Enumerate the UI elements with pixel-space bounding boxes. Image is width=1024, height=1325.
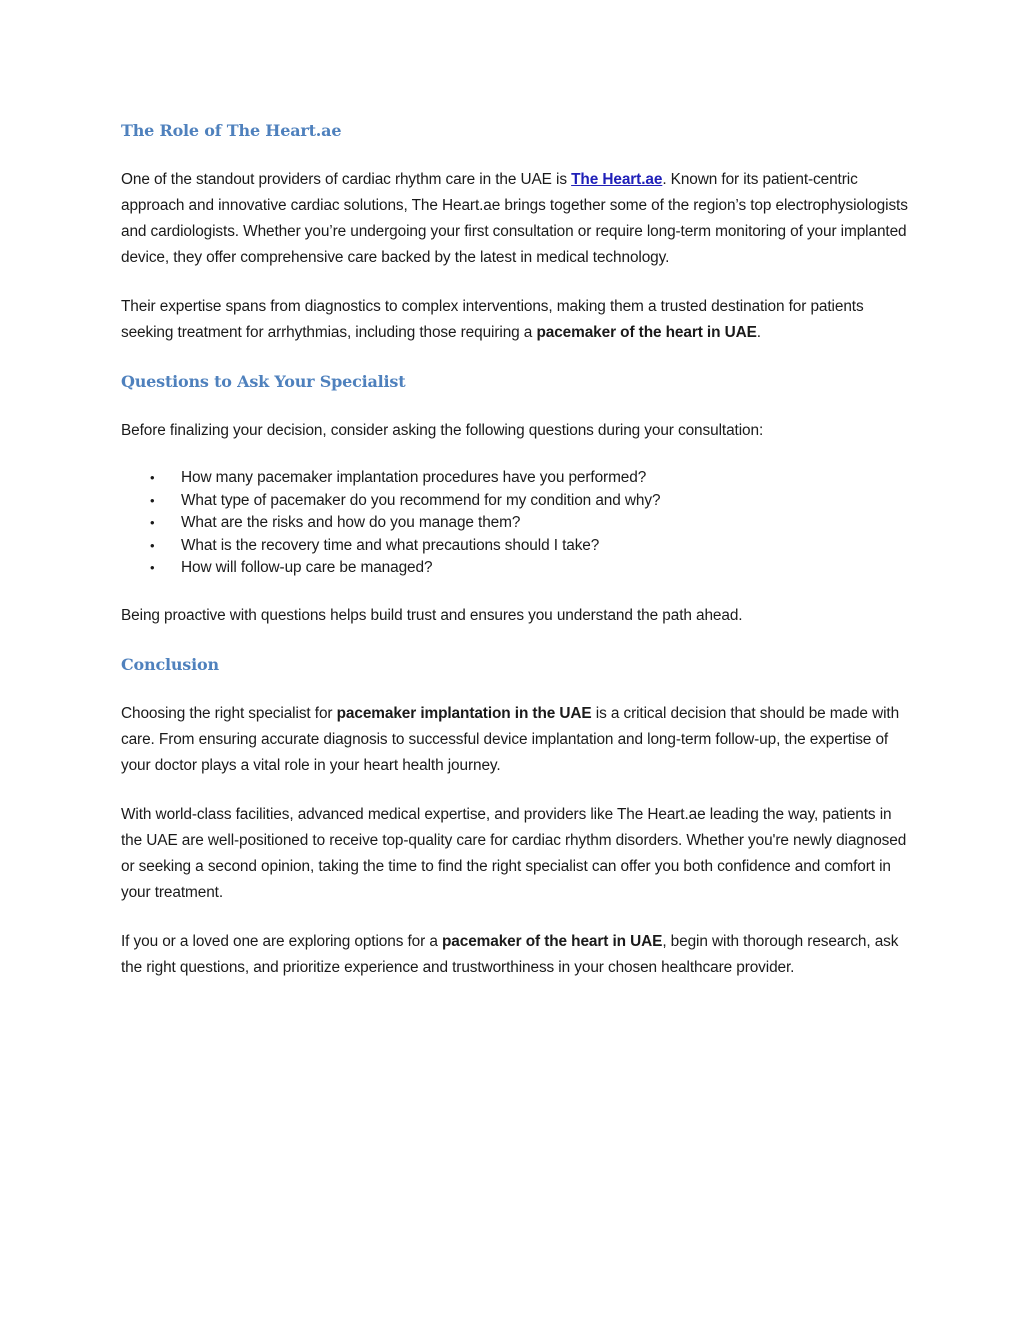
bold-keyword: pacemaker of the heart in UAE	[441, 932, 663, 950]
text-run: , begin with thorough research, ask the right questions, and prioritize experience and trustworthiness in your chosen healthcare provider.	[121, 932, 899, 976]
bold-keyword: pacemaker implantation in the UAE	[336, 704, 592, 722]
text-run: One of the standout providers of cardiac rhythm care in the UAE is	[121, 171, 572, 188]
bullet-icon: •	[150, 560, 155, 575]
list-item-text: How will follow-up care be managed?	[181, 559, 433, 576]
list-item	[121, 467, 911, 490]
list-item	[121, 490, 911, 513]
list-item	[121, 557, 911, 580]
conclusion-paragraph-2: With world-class facilities, advanced medical expertise, and providers like The Heart.ae leading the way, patients in the UAE are well-positioned to receive top-quality care for cardiac rhythm disorders. Whether you're newly diagnosed or seeking a second opinion, taking the time to find the right specialist can offer you both confidence and comfort in your treatment.	[121, 805, 907, 901]
list-item-text: What are the risks and how do you manage them?	[181, 514, 521, 531]
section-heading-questions: Questions to Ask Your Specialist	[121, 372, 406, 391]
list-item	[121, 535, 911, 558]
list-item-text: What is the recovery time and what precautions should I take?	[181, 536, 600, 554]
bullet-icon: •	[150, 492, 155, 508]
questions-outro: Being proactive with questions helps build trust and ensures you understand the path ahead.	[121, 606, 743, 624]
text-run: . Known for its patient-centric approach and innovative cardiac solutions, The Heart.ae brings together some of the region’s top electrophysiologists and cardiologists. Whether you’re undergoing your first consultation or require long-term monitoring of your implanted device, they offer comprehensive care backed by the latest in medical technology.	[121, 171, 908, 266]
list-item-text: How many pacemaker implantation procedures have you performed?	[181, 469, 647, 486]
list-item	[121, 512, 911, 535]
the-heart-ae-link[interactable]: The Heart.ae	[571, 171, 663, 188]
text-run: If you or a loved one are exploring options for a	[121, 932, 442, 950]
bullet-icon: •	[150, 515, 155, 530]
bullet-icon: •	[150, 537, 155, 553]
section-heading-role: The Role of The Heart.ae	[121, 121, 342, 140]
conclusion-paragraph-3	[121, 929, 911, 981]
bold-keyword: pacemaker of the heart in UAE	[536, 324, 757, 341]
role-paragraph-1	[121, 167, 911, 271]
text-run: Their expertise spans from diagnostics to complex interventions, making them a trusted destination for patients seeking treatment for arrhythmias, including those requiring a	[121, 298, 864, 341]
questions-intro: Before finalizing your decision, consider asking the following questions during your consultation:	[121, 422, 764, 439]
questions-list	[121, 467, 911, 580]
section-heading-conclusion: Conclusion	[121, 654, 219, 674]
list-item-text: What type of pacemaker do you recommend for my condition and why?	[181, 491, 661, 509]
conclusion-paragraph-1	[121, 701, 911, 779]
text-run: is a critical decision that should be made with care. From ensuring accurate diagnosis to successful device implantation and long-term follow-up, the expertise of your doctor plays a vital role in your heart health journey.	[121, 704, 900, 774]
text-run: .	[756, 324, 761, 341]
text-run: Choosing the right specialist for	[121, 704, 337, 722]
role-paragraph-2	[121, 294, 911, 346]
document-page	[121, 118, 911, 981]
bullet-icon: •	[150, 470, 155, 485]
